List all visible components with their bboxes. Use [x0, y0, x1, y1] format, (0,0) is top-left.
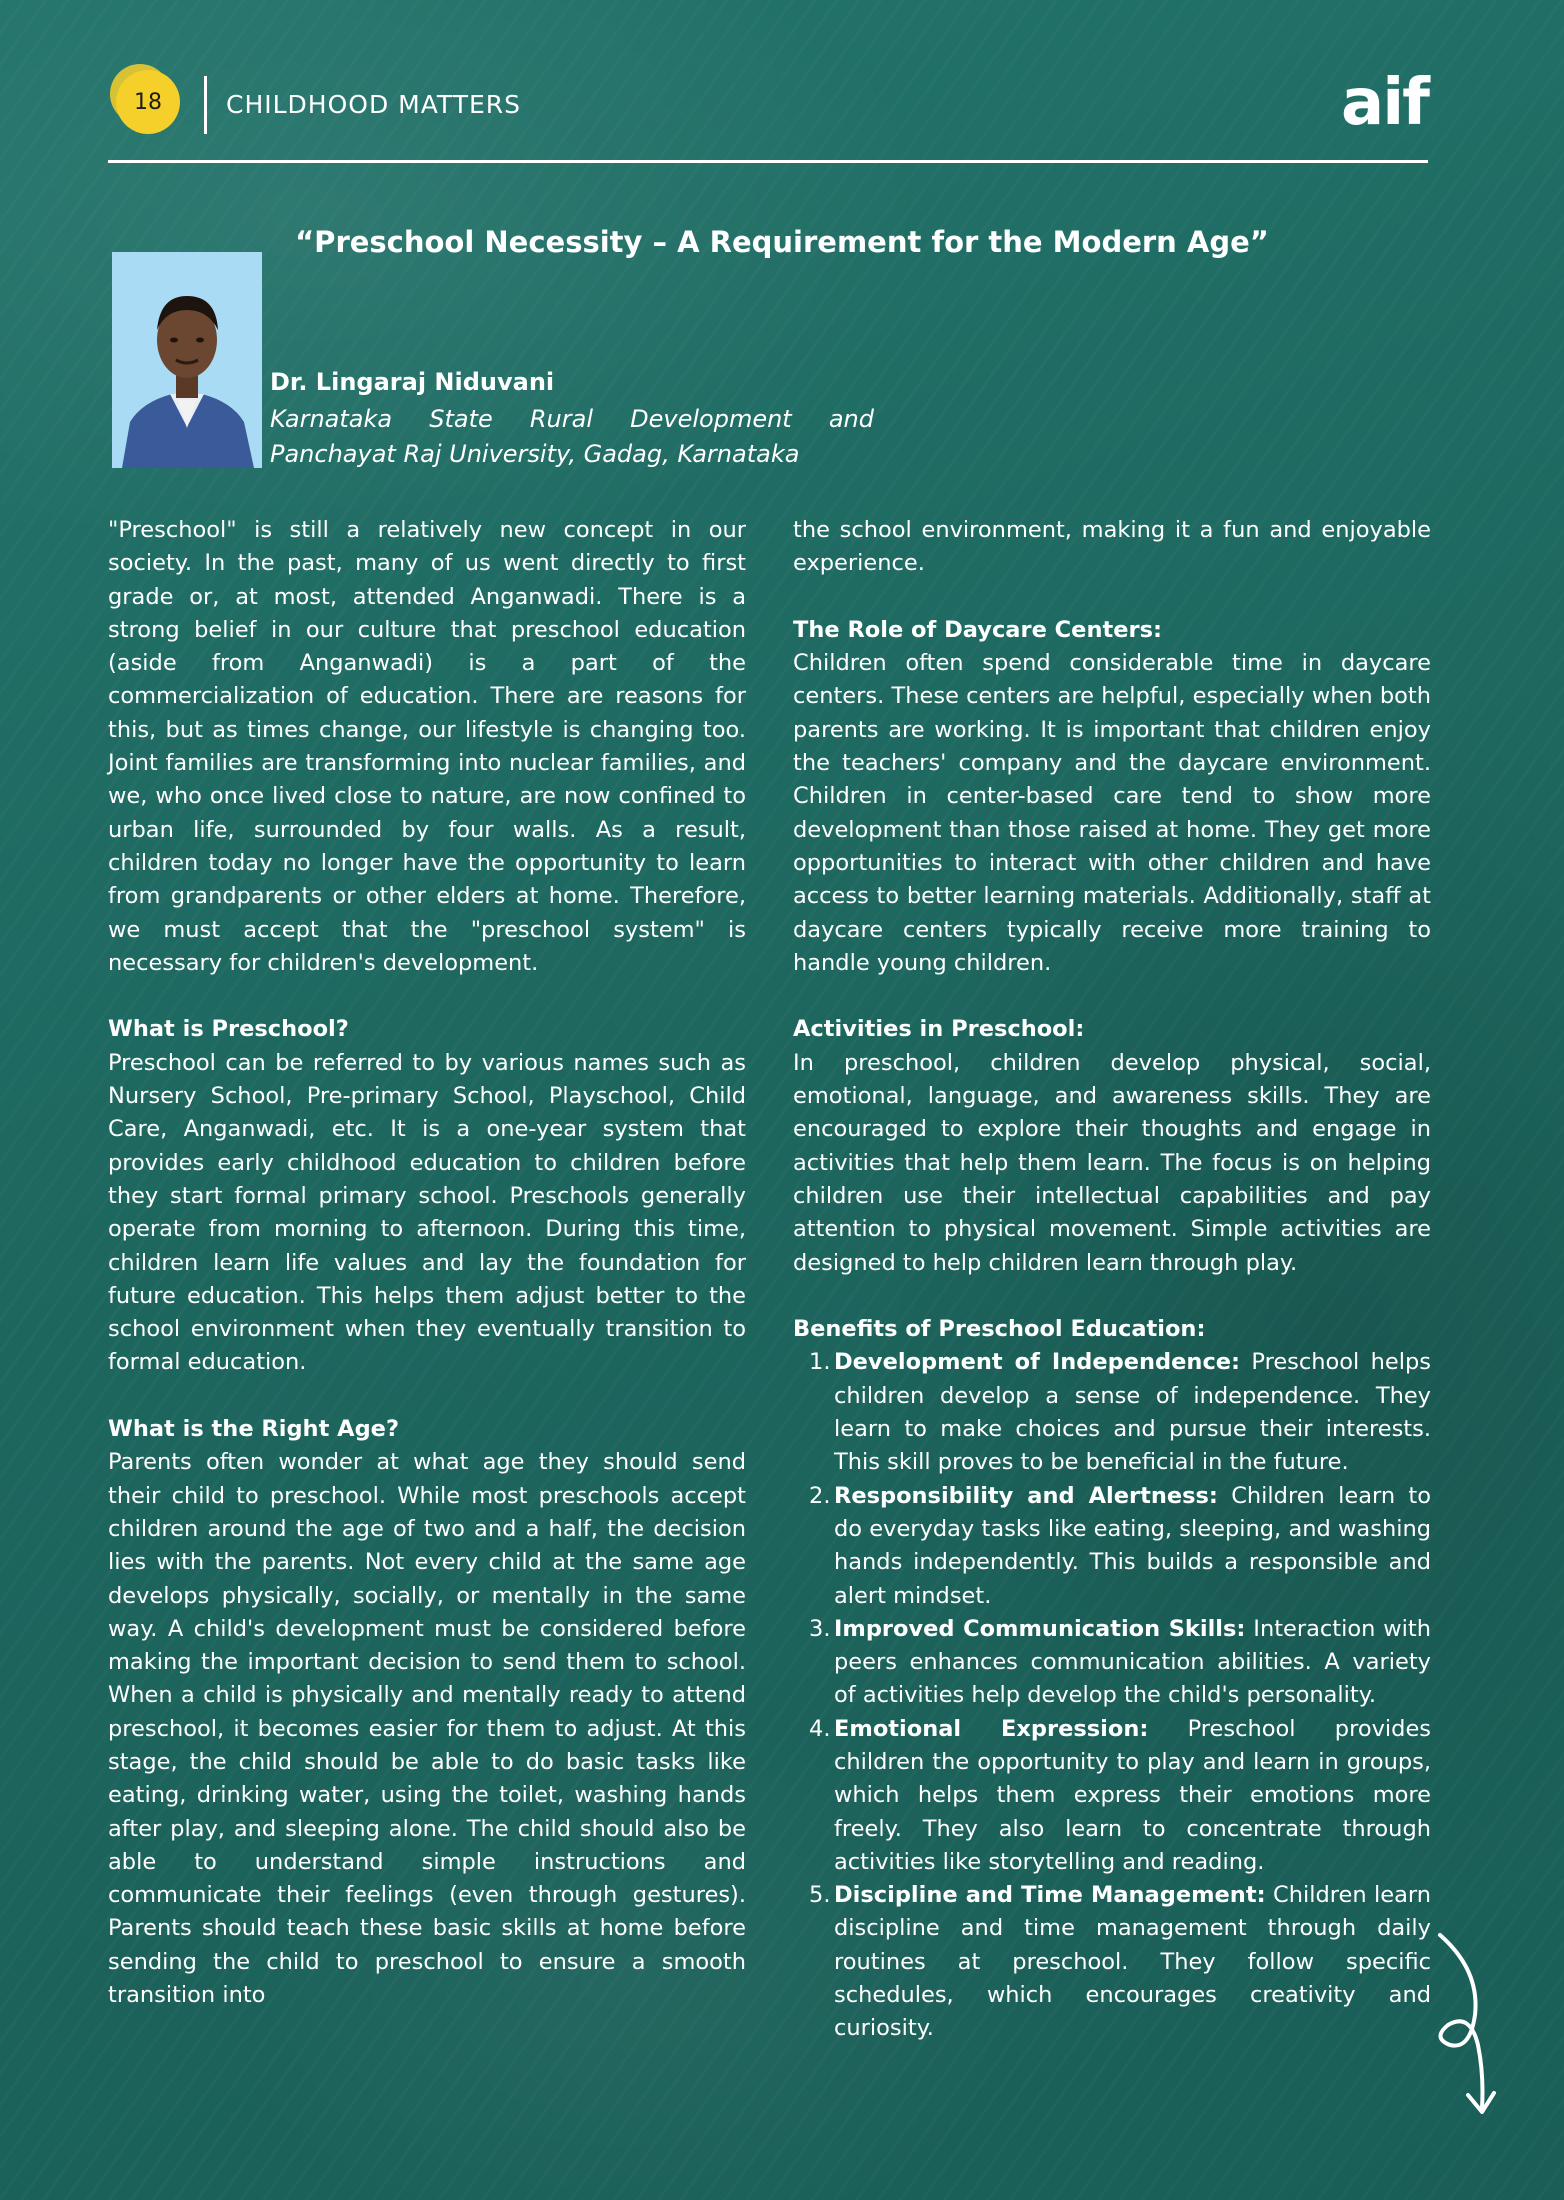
what-is-preschool-heading: What is Preschool? — [108, 1016, 349, 1043]
header-divider — [204, 76, 207, 134]
continue-arrow-icon — [1420, 1930, 1510, 2120]
benefit-item — [793, 1480, 1431, 1613]
benefit-number: 1. — [809, 1349, 831, 1376]
benefit-text: Interaction with peers enhances communication abilities. A variety of activities help develop the child's personality. — [834, 1615, 1431, 1709]
benefit-item — [793, 1613, 1431, 1713]
intro-paragraph: "Preschool" is still a relatively new concept in our society. In the past, many of us went directly to first grade or, at most, attended Anganwadi. There is a strong belief in our culture that preschool education (aside from Anganwadi) is a part of the commercialization of education. There are reasons for this, but as times change, our lifestyle is changing too. Joint families are transforming into nuclear families, and we, who once lived close to nature, are now confined to urban life, surrounded by four walls. As a result, children today no longer have the opportunity to learn from grandparents or other elders at home. Therefore, we must accept that the "preschool system" is necessary for children's development. — [108, 517, 746, 976]
section-title: CHILDHOOD MATTERS — [226, 90, 522, 119]
author-affiliation-line1: Karnataka State Rural Development and — [270, 405, 874, 433]
benefits-heading: Benefits of Preschool Education: — [793, 1316, 1206, 1343]
activities-paragraph: In preschool, children develop physical, social, emotional, language, and awareness skills. They are encouraged to explore their thoughts and engage in activities that help them learn. The focus is on helping children use their intellectual capabilities and pay attention to physical movement. Simple activities are designed to help children learn through play. — [793, 1049, 1431, 1276]
aif-logo-text: aif — [1341, 66, 1428, 140]
right-age-paragraph: Parents often wonder at what age they should send their child to preschool. While most preschools accept children around the age of two and a half, the decision lies with the parents. Not every child at the same age develops physically, socially, or mentally in the same way. A child's development must be considered before making the important decision to send them to school. When a child is physically and mentally ready to attend preschool, it becomes easier for them to adjust. At this stage, the child should be able to do basic tasks like eating, drinking water, using the toilet, washing hands after play, and sleeping alone. The child should also be able to understand simple instructions and communicate their feelings (even through gestures). Parents should teach these basic skills at home before sending the child to preschool to ensure a smooth transition into — [108, 1449, 746, 2009]
benefit-title: Improved Communication Skills: — [834, 1615, 1246, 1642]
author-portrait-illustration — [112, 252, 262, 468]
activities-heading: Activities in Preschool: — [793, 1016, 1085, 1043]
benefit-number: 2. — [809, 1482, 831, 1509]
author-name: Dr. Lingaraj Niduvani — [270, 368, 555, 396]
right-age-heading: What is the Right Age? — [108, 1416, 399, 1443]
benefit-text: Preschool helps children develop a sense of independence. They learn to make choices and pursue their interests. This skill proves to be beneficial in the future. — [834, 1349, 1432, 1476]
left-column — [108, 514, 746, 2012]
benefit-title: Emotional Expression: — [834, 1715, 1149, 1742]
benefit-title: Discipline and Time Management: — [834, 1882, 1266, 1909]
benefit-item — [793, 1713, 1431, 1879]
daycare-paragraph: Children often spend considerable time in daycare centers. These centers are helpful, especially when both parents are working. It is important that children enjoy the teachers' company and the daycare environment. Children in center-based care tend to show more development than those raised at home. They get more opportunities to interact with other children and have access to better learning materials. Additionally, staff at daycare centers typically receive more training to handle young children. — [793, 650, 1431, 976]
benefit-number: 4. — [809, 1715, 831, 1742]
benefit-item — [793, 1346, 1431, 1479]
article-title: “Preschool Necessity – A Requirement for the Modern Age” — [295, 225, 1269, 260]
benefits-list — [793, 1346, 1431, 2045]
what-is-preschool-paragraph: Preschool can be referred to by various names such as Nursery School, Pre-primary School, Playschool, Child Care, Anganwadi, etc. It is a one-year system that provides early childhood education to children before they start formal primary school. Preschools generally operate from morning to afternoon. During this time, children learn life values and lay the foundation for future education. This helps them adjust better to the school environment when they eventually transition to formal education. — [108, 1049, 746, 1376]
author-affiliation — [270, 402, 874, 472]
daycare-heading: The Role of Daycare Centers: — [793, 616, 1162, 643]
benefit-number: 5. — [809, 1882, 831, 1909]
author-photo — [112, 252, 262, 468]
benefit-text: Children learn discipline and time management through daily routines at preschool. They follow specific schedules, which encourages creativity and curiosity. — [834, 1882, 1431, 2042]
author-affiliation-line2: Panchayat Raj University, Gadag, Karnataka — [270, 440, 800, 468]
benefit-text: Children learn to do everyday tasks like eating, sleeping, and washing hands independently. This builds a responsible and alert mindset. — [834, 1482, 1432, 1609]
right-age-paragraph-continued: the school environment, making it a fun and enjoyable experience. — [793, 517, 1431, 577]
benefit-title: Responsibility and Alertness: — [834, 1482, 1218, 1509]
page-number-badge: 18 — [116, 70, 180, 134]
benefit-text: Preschool provides children the opportunity to play and learn in groups, which helps them express their emotions more freely. They also learn to concentrate through activities like storytelling and reading. — [834, 1715, 1432, 1875]
benefit-title: Development of Independence: — [834, 1349, 1241, 1376]
aif-logo — [1341, 66, 1428, 146]
benefit-item — [793, 1879, 1431, 2045]
benefit-number: 3. — [809, 1615, 831, 1642]
header-rule — [108, 160, 1428, 163]
right-column — [793, 514, 1431, 2046]
page-header — [108, 66, 1428, 162]
